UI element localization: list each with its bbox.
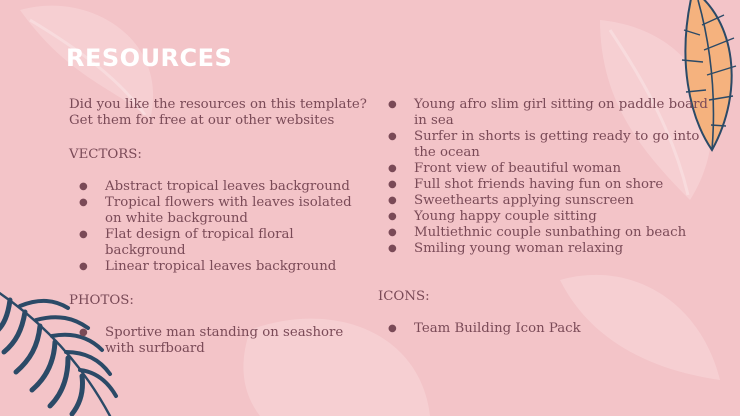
right-column — [378, 97, 708, 337]
intro-line-2: Get them for free at our other websites — [69, 113, 335, 128]
photos-list-part-2 — [378, 97, 708, 257]
list-item: ● Sweethearts applying sunscreen — [378, 193, 708, 209]
icons-list — [378, 321, 708, 337]
vectors-label: VECTORS: — [69, 147, 142, 162]
list-item: ● Sportive man standing on seashore with surfboard — [69, 325, 369, 357]
list-item: ● Multiethnic couple sunbathing on beach — [378, 225, 708, 241]
list-item: ● Young happy couple sitting — [378, 209, 708, 225]
left-column — [69, 97, 369, 357]
list-item: ● Young afro slim girl sitting on paddle board in sea — [378, 97, 708, 129]
intro-line-1: Did you like the resources on this template? — [69, 97, 367, 112]
icons-label: ICONS: — [378, 289, 430, 304]
list-item: ● Full shot friends having fun on shore — [378, 177, 708, 193]
photos-list-part-1 — [69, 325, 369, 357]
list-item: ● Smiling young woman relaxing — [378, 241, 708, 257]
list-item: ● Flat design of tropical floral background — [69, 227, 369, 259]
list-item: ● Abstract tropical leaves background — [69, 179, 369, 195]
list-item: ● Surfer in shorts is getting ready to go into the ocean — [378, 129, 708, 161]
list-item: ● Front view of beautiful woman — [378, 161, 708, 177]
vectors-list — [69, 179, 369, 275]
list-item: ● Tropical flowers with leaves isolated on white background — [69, 195, 369, 227]
page-title: RESOURCES — [66, 44, 233, 72]
photos-label: PHOTOS: — [69, 293, 134, 308]
intro-text — [69, 97, 369, 129]
list-item: ● Linear tropical leaves background — [69, 259, 369, 275]
list-item: ● Team Building Icon Pack — [378, 321, 708, 337]
